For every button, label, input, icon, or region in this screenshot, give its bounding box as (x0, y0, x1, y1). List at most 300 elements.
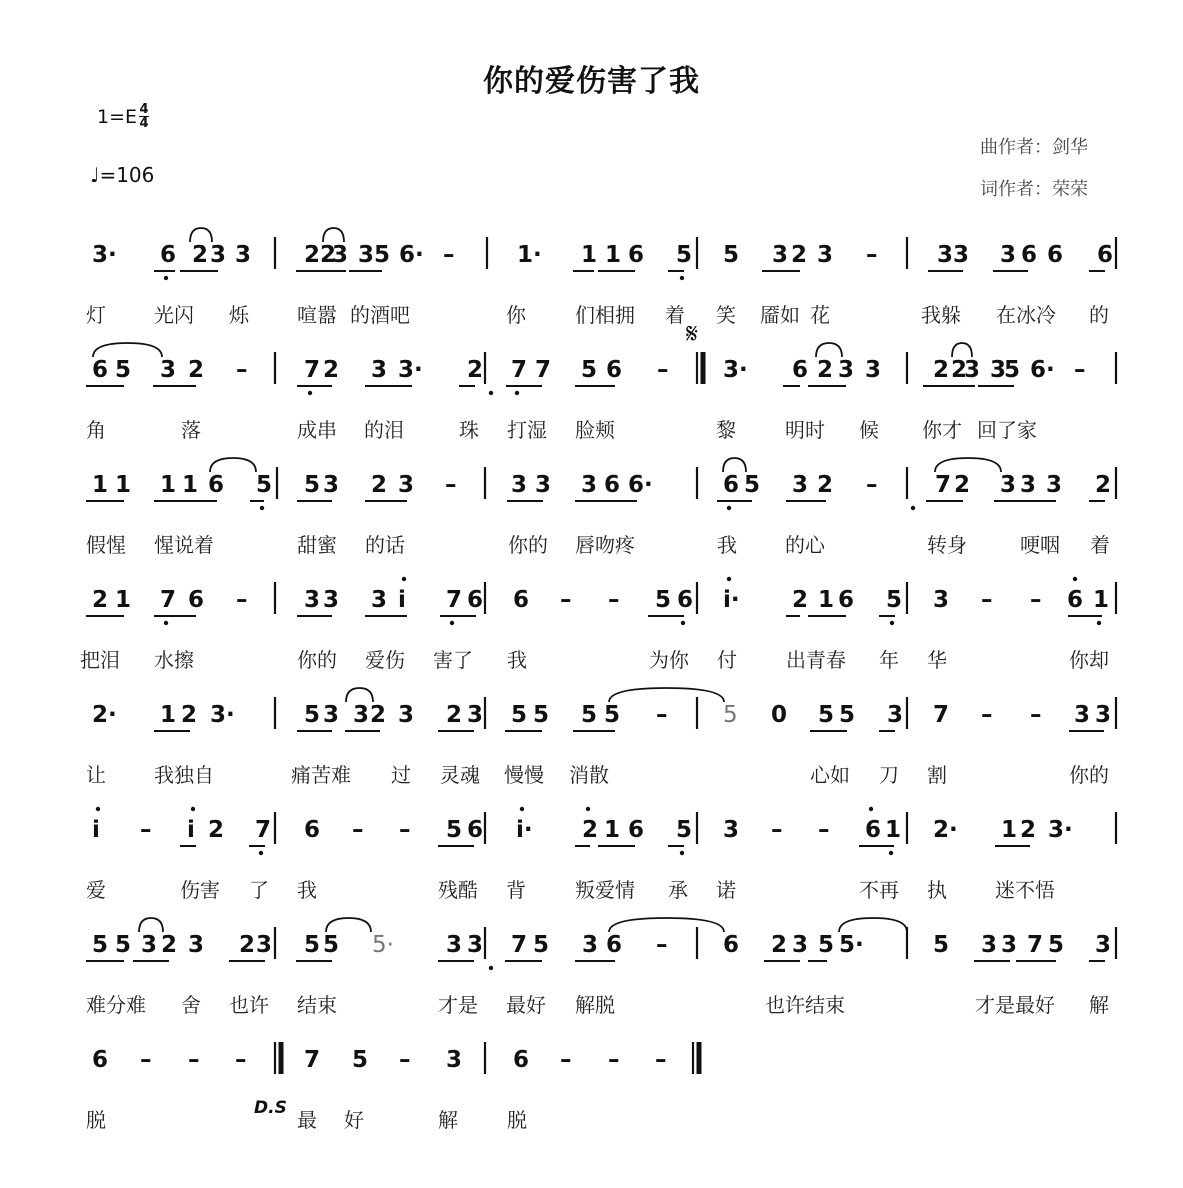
lyric-syllable: 伤害 (180, 878, 220, 902)
jianpu-note: 3 (323, 587, 340, 613)
jianpu-note: 5 (323, 932, 340, 958)
jianpu-note: i (398, 587, 406, 613)
slur-arc (723, 458, 746, 472)
lyric-syllable: 你的 (297, 648, 337, 672)
dash-extension: – (656, 932, 668, 958)
key-label: 1=E (97, 105, 138, 128)
jianpu-note: 3 (332, 242, 349, 268)
lyric-syllable: 喧嚣 (297, 303, 337, 327)
jianpu-note: 5 (256, 472, 273, 498)
jianpu-note: 3 (953, 242, 970, 268)
lyric-syllable: 回了家 (977, 418, 1037, 442)
jianpu-note: 3 (990, 357, 1007, 383)
jianpu-note: 3 (446, 1047, 463, 1073)
jianpu-note: 6 (304, 817, 321, 843)
lyric-syllable: 你却 (1069, 648, 1109, 672)
lyric-syllable: 水擦 (154, 648, 194, 672)
jianpu-note: 6 (606, 932, 623, 958)
lyric-syllable: 付 (717, 648, 737, 672)
jianpu-note: 1 (115, 587, 132, 613)
jianpu-note: 3 (937, 242, 954, 268)
octave-dot-below (890, 621, 894, 625)
jianpu-note: 6 (513, 1047, 530, 1073)
lyric-syllable: 灯 (86, 303, 106, 327)
jianpu-note: 3 (371, 357, 388, 383)
dash-extension: – (608, 587, 620, 613)
jianpu-note: 7 (933, 702, 950, 728)
jianpu-note: 2 (446, 702, 463, 728)
lyric-syllable: 背 (506, 878, 526, 902)
jianpu-note: 5 (886, 587, 903, 613)
jianpu-note: 1 (115, 472, 132, 498)
jianpu-note: 3 (323, 472, 340, 498)
slur-arc (346, 688, 373, 702)
slur-arc (935, 458, 1001, 472)
lyric-syllable: 惺说着 (154, 533, 214, 557)
jianpu-note: 1 (92, 472, 109, 498)
lyric-syllable: 才是 (438, 993, 478, 1017)
dash-extension: – (236, 587, 248, 613)
jianpu-note: 2 (192, 242, 209, 268)
jianpu-note: 5 (744, 472, 761, 498)
lyric-syllable: 刀 (879, 763, 899, 787)
jianpu-note: 2 (791, 242, 808, 268)
lyric-syllable: 最好 (506, 993, 546, 1017)
jianpu-note: 6 (838, 587, 855, 613)
jianpu-note: 3 (964, 357, 981, 383)
jianpu-note: 6· (628, 472, 653, 498)
jianpu-note: 3 (792, 472, 809, 498)
dash-extension: – (560, 1047, 572, 1073)
lyric-syllable: 出青春 (786, 648, 846, 672)
lyric-syllable: 笑 (716, 303, 736, 327)
jianpu-note: 5 (533, 702, 550, 728)
lyric-syllable: 我躲 (921, 303, 961, 327)
lyric-syllable: 烁 (229, 303, 249, 327)
jianpu-note: 7 (1027, 932, 1044, 958)
lyric-syllable: 我 (297, 878, 317, 902)
dash-extension: – (981, 702, 993, 728)
octave-dot-above (520, 807, 524, 811)
octave-dot-above (191, 807, 195, 811)
lyric-syllable: 的心 (785, 533, 825, 557)
jianpu-note: 0 (771, 702, 788, 728)
lyric-syllable: 为你 (649, 648, 689, 672)
lyric-syllable: 我 (717, 533, 737, 557)
jianpu-note: 3 (160, 357, 177, 383)
jianpu-note: 3 (446, 932, 463, 958)
jianpu-note: 5 (446, 817, 463, 843)
jianpu-note: 2 (817, 472, 834, 498)
lyric-syllable: 慢慢 (504, 763, 544, 787)
jianpu-note: 3 (467, 932, 484, 958)
jianpu-note: 2 (1095, 472, 1112, 498)
lyric-syllable: 难分难 (86, 993, 146, 1017)
lyric-syllable: 最 (297, 1108, 317, 1132)
jianpu-note: 7 (446, 587, 463, 613)
octave-dot-above (402, 577, 406, 581)
jianpu-note: 3· (210, 702, 235, 728)
jianpu-note: 3 (1046, 472, 1063, 498)
jianpu-note: 6 (467, 817, 484, 843)
dash-extension: – (1030, 702, 1042, 728)
jianpu-note: 7 (535, 357, 552, 383)
jianpu-note: 6 (677, 587, 694, 613)
jianpu-note: 6 (160, 242, 177, 268)
lyric-syllable: 让 (86, 763, 106, 787)
octave-dot-below (681, 621, 685, 625)
jianpu-note: 6 (188, 587, 205, 613)
slur-arc (190, 228, 212, 242)
jianpu-note: 7 (511, 357, 528, 383)
lyric-syllable: 爱伤 (365, 648, 405, 672)
jianpu-note: 2 (582, 817, 599, 843)
lyric-syllable: 不再 (859, 878, 899, 902)
octave-dot-above (727, 577, 731, 581)
jianpu-note: 6 (723, 932, 740, 958)
lyric-syllable: 也许结束 (765, 993, 845, 1017)
jianpu-note: 3 (1000, 242, 1017, 268)
jianpu-note: 2· (933, 817, 958, 843)
jianpu-note: 2 (371, 472, 388, 498)
lyric-syllable: 的泪 (364, 418, 404, 442)
jianpu-note: 2 (1020, 817, 1037, 843)
jianpu-note: 5 (604, 702, 621, 728)
jianpu-note: 3· (1048, 817, 1073, 843)
dash-extension: – (771, 817, 783, 843)
jianpu-note: 5 (723, 242, 740, 268)
jianpu-note: i· (723, 587, 740, 613)
slur-arc (323, 228, 344, 242)
jianpu-note: 1· (517, 242, 542, 268)
jianpu-note: 3· (398, 357, 423, 383)
jianpu-note: 2 (792, 587, 809, 613)
lyric-syllable: 残酷 (438, 878, 478, 902)
jianpu-note: 2 (304, 242, 321, 268)
lyric-syllable: 我 (507, 648, 527, 672)
jianpu-note: 3 (1001, 932, 1018, 958)
octave-dot-below (308, 391, 312, 395)
jianpu-note: 5 (304, 702, 321, 728)
jianpu-note: 3 (353, 702, 370, 728)
jianpu-note: 5 (723, 702, 738, 728)
jianpu-note: 2 (320, 242, 337, 268)
dash-extension: – (657, 357, 669, 383)
lyric-syllable: 才是最好 (975, 993, 1055, 1017)
jianpu-note: i (187, 817, 195, 843)
jianpu-note: 5 (511, 702, 528, 728)
jianpu-note: 1 (605, 242, 622, 268)
jianpu-note: 3 (235, 242, 252, 268)
jianpu-note: 3 (398, 472, 415, 498)
lyric-syllable: 执 (927, 878, 947, 902)
slur-arc (139, 918, 163, 932)
dash-extension: – (608, 1047, 620, 1073)
jianpu-note: 5 (374, 242, 391, 268)
jianpu-note: 3 (887, 702, 904, 728)
jianpu-note: 5 (676, 817, 693, 843)
lyric-syllable: 在冰冷 (996, 303, 1056, 327)
jianpu-note: 5 (676, 242, 693, 268)
dash-extension: – (140, 1047, 152, 1073)
jianpu-note: 3 (256, 932, 273, 958)
jianpu-note: 2 (933, 357, 950, 383)
jianpu-note: 3 (1020, 472, 1037, 498)
jianpu-note: 5 (1048, 932, 1065, 958)
slur-arc (952, 343, 972, 357)
jianpu-note: 3 (772, 242, 789, 268)
jianpu-note: 3 (467, 702, 484, 728)
lyric-syllable: 落 (181, 418, 201, 442)
jianpu-note: 1 (182, 472, 199, 498)
jianpu-note: 1 (581, 242, 598, 268)
slur-arc (839, 918, 907, 932)
jianpu-note: 3· (723, 357, 748, 383)
jianpu-note: 5 (304, 472, 321, 498)
lyric-syllable: 把泪 (80, 648, 120, 672)
lyric-syllable: 角 (86, 418, 106, 442)
slur-arc (609, 688, 724, 702)
jianpu-note: 3 (723, 817, 740, 843)
jianpu-note: 6 (1067, 587, 1084, 613)
jianpu-note: 6 (1047, 242, 1064, 268)
slur-arc (609, 918, 724, 932)
dash-extension: – (818, 817, 830, 843)
jianpu-note: 3 (865, 357, 882, 383)
jianpu-note: 5 (581, 702, 598, 728)
lyric-syllable: 甜蜜 (297, 533, 337, 557)
jianpu-note: 3 (1000, 472, 1017, 498)
jianpu-note: 5 (818, 932, 835, 958)
lyric-syllable: 着 (665, 303, 685, 327)
song-title: 你的爱伤害了我 (483, 64, 700, 99)
jianpu-note: 6 (208, 472, 225, 498)
jianpu-note: 3 (398, 702, 415, 728)
octave-dot-below (164, 621, 168, 625)
lyric-syllable: 消散 (569, 763, 609, 787)
lyric-syllable: 的 (1089, 303, 1109, 327)
lyric-syllable: 年 (879, 648, 899, 672)
lyric-syllable: 好 (344, 1108, 364, 1132)
slur-arc (93, 343, 162, 357)
jianpu-note: 2 (817, 357, 834, 383)
jianpu-note: 3 (1095, 932, 1112, 958)
jianpu-note: 2· (92, 702, 117, 728)
quarter-note-icon: ♩ (90, 163, 100, 187)
jianpu-note: 6 (92, 357, 109, 383)
lyric-syllable: 黎 (716, 418, 736, 442)
jianpu-note: 2 (951, 357, 968, 383)
lyric-syllable: 花 (810, 303, 830, 327)
jianpu-note: 1 (1093, 587, 1110, 613)
lyric-syllable: 结束 (297, 993, 337, 1017)
lyric-syllable: 解 (438, 1108, 458, 1132)
dash-extension: – (399, 817, 411, 843)
dash-extension: – (656, 702, 668, 728)
lyric-syllable: 靥如 (760, 303, 800, 327)
jianpu-note: 1 (818, 587, 835, 613)
lyric-syllable: 脸颊 (575, 418, 615, 442)
jianpu-note: 3 (1095, 702, 1112, 728)
jianpu-note: 1 (160, 472, 177, 498)
jianpu-note: 6 (628, 242, 645, 268)
octave-dot-below (489, 966, 493, 970)
lyric-syllable: 叛爱情 (575, 878, 635, 902)
jianpu-note: 7 (935, 472, 952, 498)
jianpu-note: 3 (838, 357, 855, 383)
jianpu-note: 3· (92, 242, 117, 268)
jianpu-note: 6· (1030, 357, 1055, 383)
jianpu-note: 2 (188, 357, 205, 383)
jianpu-note: 7 (511, 932, 528, 958)
slur-arc (210, 458, 256, 472)
lyric-syllable: 脱 (507, 1108, 527, 1132)
dash-extension: – (235, 1047, 247, 1073)
jianpu-note: 5 (933, 932, 950, 958)
jianpu-note: 2 (323, 357, 340, 383)
jianpu-note: 3 (817, 242, 834, 268)
jianpu-note: 2 (181, 702, 198, 728)
jianpu-note: 6 (628, 817, 645, 843)
jianpu-note: 7 (304, 1047, 321, 1073)
jianpu-note: 3 (981, 932, 998, 958)
lyric-syllable: 脱 (86, 1108, 106, 1132)
jianpu-note: 6 (92, 1047, 109, 1073)
jianpu-note: 3 (371, 587, 388, 613)
jianpu-note: 3 (511, 472, 528, 498)
jianpu-note: 3 (792, 932, 809, 958)
jianpu-note: 3 (358, 242, 375, 268)
tempo-value: =106 (99, 163, 155, 187)
lyric-syllable: 承 (668, 878, 688, 902)
jianpu-note: 5 (115, 932, 132, 958)
octave-dot-below (680, 851, 684, 855)
dash-extension: – (445, 472, 457, 498)
jianpu-note: 6 (792, 357, 809, 383)
lyric-syllable: 的酒吧 (350, 303, 410, 327)
lyric-syllable: 痛苦难 (291, 763, 351, 787)
dash-extension: – (866, 242, 878, 268)
lyric-syllable: 打湿 (507, 418, 547, 442)
jianpu-note: 6 (1097, 242, 1114, 268)
jianpu-note: 5· (839, 932, 864, 958)
lyric-syllable: 着 (1090, 533, 1110, 557)
lyric-syllable: 们相拥 (575, 303, 635, 327)
jianpu-note: 6 (723, 472, 740, 498)
dash-extension: – (399, 1047, 411, 1073)
lyric-syllable: 过 (391, 763, 411, 787)
lyric-syllable: 的话 (365, 533, 405, 557)
jianpu-note: 3 (323, 702, 340, 728)
lyric-syllable: 割 (927, 763, 947, 787)
dash-extension: – (1030, 587, 1042, 613)
lyric-syllable: 哽咽 (1020, 533, 1060, 557)
lyric-syllable: 了 (249, 878, 269, 902)
jianpu-note: 6 (604, 472, 621, 498)
jianpu-note: 5 (352, 1047, 369, 1073)
time-numerator: 4 (139, 102, 149, 117)
jianpu-note: 5 (839, 702, 856, 728)
jianpu-note: 2 (467, 357, 484, 383)
octave-dot-below (889, 851, 893, 855)
lyric-syllable: 珠 (459, 418, 479, 442)
lyric-syllable: 假惺 (86, 533, 126, 557)
dash-extension: – (236, 357, 248, 383)
lyric-syllable: 害了 (433, 648, 473, 672)
dash-extension: – (560, 587, 572, 613)
composer-credit: 曲作者：剑华 (980, 137, 1088, 158)
dash-extension: – (981, 587, 993, 613)
lyric-syllable: 我独自 (154, 763, 214, 787)
dash-extension: – (866, 472, 878, 498)
jianpu-note: 5 (1004, 357, 1021, 383)
jianpu-note: 5 (304, 932, 321, 958)
lyric-syllable: 明时 (785, 418, 825, 442)
octave-dot-below (911, 506, 915, 510)
lyric-syllable: 你的 (508, 533, 548, 557)
octave-dot-above (869, 807, 873, 811)
lyric-syllable: 舍 (181, 993, 201, 1017)
octave-dot-below (727, 506, 731, 510)
jianpu-note: 2 (161, 932, 178, 958)
jianpu-note: 3 (141, 932, 158, 958)
lyric-syllable: 唇吻疼 (575, 533, 635, 557)
jianpu-note: 3 (210, 242, 227, 268)
jianpu-note: 5 (581, 357, 598, 383)
jianpu-note: 5 (818, 702, 835, 728)
lyric-syllable: 候 (859, 418, 879, 442)
jianpu-note: 6· (399, 242, 424, 268)
jianpu-note: 6 (606, 357, 623, 383)
jianpu-note: 2 (208, 817, 225, 843)
jianpu-note: 3 (188, 932, 205, 958)
ds-marking: D.S (254, 1098, 287, 1118)
jianpu-note: 2 (370, 702, 387, 728)
lyric-syllable: 你 (506, 303, 526, 327)
dash-extension: – (655, 1047, 667, 1073)
time-denominator: 4 (139, 116, 149, 131)
jianpu-note: 5 (92, 932, 109, 958)
jianpu-note: 3 (535, 472, 552, 498)
lyric-syllable: 你的 (1069, 763, 1109, 787)
segno-sign: 𝄋 (686, 317, 699, 350)
dash-extension: – (140, 817, 152, 843)
jianpu-note: 3 (304, 587, 321, 613)
slur-arc (326, 918, 371, 932)
octave-dot-below (450, 621, 454, 625)
jianpu-note: 2 (92, 587, 109, 613)
lyric-syllable: 转身 (927, 533, 967, 557)
jianpu-note: 3 (581, 472, 598, 498)
lyric-syllable: 诺 (716, 878, 736, 902)
lyric-syllable: 心如 (810, 763, 850, 787)
jianpu-note: i (92, 817, 100, 843)
jianpu-note: 6 (865, 817, 882, 843)
dash-extension: – (443, 242, 455, 268)
octave-dot-below (489, 391, 493, 395)
jianpu-note: 1 (1001, 817, 1018, 843)
jianpu-note: 3 (582, 932, 599, 958)
lyric-syllable: 光闪 (154, 303, 194, 327)
dash-extension: – (352, 817, 364, 843)
jianpu-note: 3 (1074, 702, 1091, 728)
jianpu-note: 5 (115, 357, 132, 383)
jianpu-note: 2 (239, 932, 256, 958)
octave-dot-below (260, 506, 264, 510)
jianpu-note: 7 (255, 817, 272, 843)
jianpu-note: 5 (655, 587, 672, 613)
octave-dot-above (96, 807, 100, 811)
